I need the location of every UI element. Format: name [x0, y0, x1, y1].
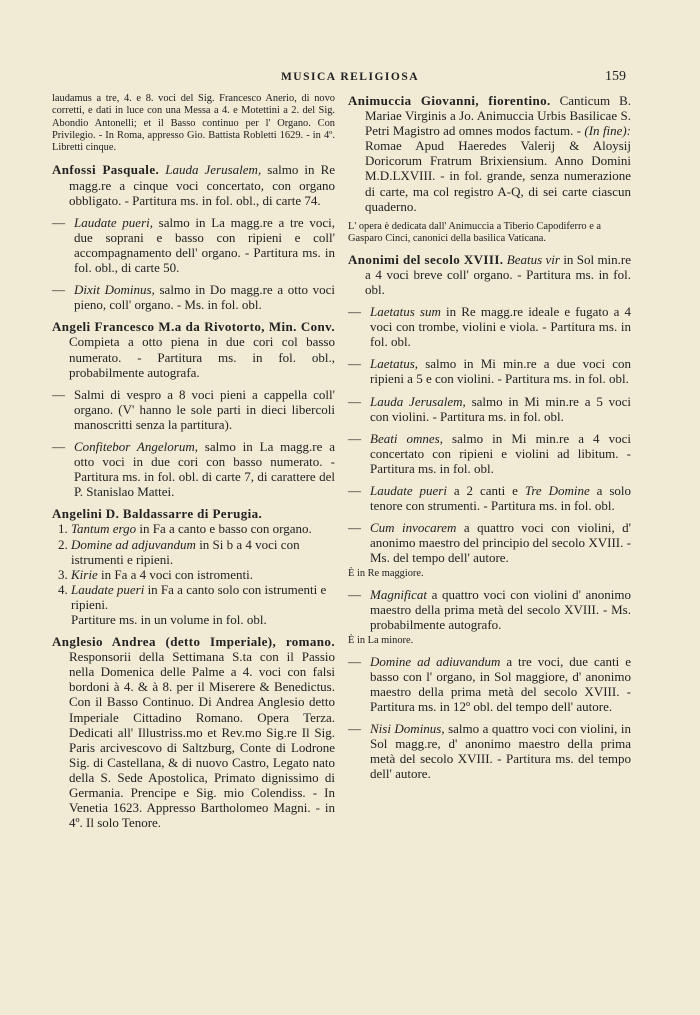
entry-text: in Si b a 4 voci con istrumenti e ripieni.	[71, 536, 300, 567]
work-title: Laudate pueri,	[74, 214, 153, 230]
list-item	[71, 567, 335, 582]
running-title: MUSICA RELIGIOSA	[280, 71, 420, 83]
entry-text: a 2 canti e	[453, 482, 518, 498]
left-column	[52, 93, 335, 837]
composer-name: Anonimi del secolo XVIII.	[348, 251, 504, 267]
right-column	[348, 93, 631, 788]
key-note: È in Re maggiore.	[348, 568, 424, 580]
entry-text: a quattro voci con violini d' anonimo maestro della prima metà del secolo XVIII. - Ms. probabilmente autografo.	[370, 586, 631, 633]
entry-salmi-di-vespro: — Salmi di vespro a 8 voci pieni a cappella coll' organo. (V' hanno le sole parti in dieci libercoli manoscritti senza la partitura).	[52, 386, 335, 432]
page-number: 159	[605, 69, 626, 84]
entry-laetatus-sum: — Laetatus sum in Re magg.re ideale e fugato a 4 voci con trombe, violini e viola. - Partitura ms. in fol. obl.	[348, 304, 632, 350]
entry-anonimi	[348, 252, 631, 297]
entry-text: salmo in Do magg.re a otto voci pieno, coll' organo. - Ms. in fol. obl.	[74, 282, 335, 313]
list-item	[71, 521, 335, 536]
entry-text: in Fa a canto e basso con organo.	[139, 521, 312, 537]
entry-text: salmo in Re magg.re a cinque voci concertato, con organo obbligato. - Partitura ms. in fol. obl., di carte 74.	[69, 162, 336, 208]
work-title: Tre Domine	[524, 482, 590, 498]
entry-text: salmo in Mi min.re a 5 voci con violini. - Partitura ms. in fol. obl.	[370, 393, 632, 424]
work-title: Dixit Dominus,	[74, 282, 155, 298]
entry-text: a tre voci, due canti e basso con l' organo, in Sol maggiore, d' anonimo maestro della prima metà del secolo XVIII. - Partitura ms. in 12º obl. del tempo dell' autore.	[370, 653, 632, 714]
work-title: Beatus vir	[506, 251, 560, 267]
entry-text: Canticum B. Mariae Virginis a Jo. Animuccia Urbis Basilicae S. Petri Magistro ad omnes modos factum. -	[365, 93, 631, 139]
work-title: Nisi Dominus,	[370, 721, 445, 737]
entry-angelini	[52, 506, 335, 521]
composer-name: Anfossi Pasquale.	[52, 162, 160, 178]
entry-text: Romae Apud Haeredes Valerij & Aloysij Doricorum Fratrum Brixiensium. Anno Domini M.D.LXVIII. - in fol. grande, senza numerazione di carte, ma col registro A-Q, di sei carte ciascun quaderno.	[365, 138, 631, 214]
entry-text: in Fa a canto solo con istrumenti e ripieni.	[71, 581, 327, 612]
composer-name: Anglesio Andrea (detto Imperiale), romano.	[52, 634, 335, 650]
work-title: Laetatus,	[370, 356, 419, 372]
work-title: Laudate pueri	[370, 482, 447, 498]
entry-text: Salmi di vespro a 8 voci pieni a cappella coll' organo. (V' hanno le sole parti in dieci libercoli manoscritti senza la partitura).	[74, 386, 335, 432]
entry-laudate-pueri-right: — Laudate pueri a 2 canti e Tre Domine a solo tenore con strumenti. - Partitura ms. in fol. obl.	[348, 482, 632, 514]
entry-laetatus: — Laetatus, salmo in Mi min.re a due voci con ripieni a 5 e con violini. - Partitura ms. in fol. obl.	[348, 356, 631, 387]
entry-text: salmo a quattro voci con violini, in Sol magg.re, d' anonimo maestro della prima metà del secolo XVIII. - Partitura ms. del tempo dell' autore.	[370, 721, 632, 782]
angelini-partiture: Partiture ms. in un volume in fol. obl.	[71, 612, 267, 628]
work-title: Tantum ergo	[71, 521, 137, 537]
entry-anglesio	[52, 634, 335, 830]
entry-animuccia	[348, 93, 631, 214]
entry-angeli	[52, 319, 335, 379]
entry-nisi-dominus: — Nisi Dominus, salmo a quattro voci con violini, in Sol magg.re, d' anonimo maestro della prima metà del secolo XVIII. - Partitura ms. del tempo dell' autore.	[348, 721, 632, 782]
entry-confitebor: — Confitebor Angelorum, salmo in La magg.re a otto voci in due cori con basso numerato. - Partitura ms. in fol. obl. di carte 7, di carattere del P. Stanislao Mattei.	[52, 438, 335, 500]
page-header	[0, 71, 700, 87]
key-note: È in La minore.	[348, 635, 414, 647]
top-note: laudamus a tre, 4. e 8. voci del Sig. Francesco Anerio, di novo corretti, e dati in luce con una Messa a 4. e Motettini a 2. del Sig. Abondio Antonelli; et il Basso continuo per l' Organo. Con Privilegio. - In Roma, appresso Gio. Battista Robletti 1629. - in 4º. Libretti cinque.	[52, 93, 335, 154]
entry-laudate-pueri: — Laudate pueri, salmo in La magg.re a tre voci, due soprani e basso con ripieni e coll' accompagnamento dell' organo. - Partitura ms. in fol. obl., di carte 50.	[52, 214, 335, 276]
work-title: Lauda Jerusalem,	[165, 162, 262, 178]
work-title: Cum invocarem	[370, 520, 457, 536]
entry-text: in Re magg.re ideale e fugato a 4 voci con trombe, violini e viola. - Partitura ms. in fol. obl.	[370, 304, 632, 350]
work-title: Confitebor Angelorum,	[74, 438, 198, 454]
list-item	[71, 537, 335, 567]
entry-text: salmo in Mi min.re a 4 voci concertato con ripieni e violini ad libitum. - Partitura ms. in fol. obl.	[370, 430, 632, 476]
entry-cum-invocarem: — Cum invocarem a quattro voci con violini, d' anonimo maestro del principio del secolo XVIII. - Ms. del tempo dell' autore.	[348, 520, 631, 566]
composer-name: Angelini D. Baldassarre di Perugia.	[52, 506, 263, 522]
entry-text: Compieta a otto piena in due cori col basso numerato. - Partitura ms. in fol. obl., probabilmente autografa.	[69, 334, 335, 380]
entry-lauda-jerusalem: — Lauda Jerusalem, salmo in Mi min.re a 5 voci con violini. - Partitura ms. in fol. obl.	[348, 393, 632, 424]
entry-anfossi	[52, 162, 335, 207]
entry-text: in Fa a 4 voci con istromenti.	[100, 566, 253, 582]
entry-beati-omnes: — Beati omnes, salmo in Mi min.re a 4 voci concertato con ripieni e violini ad libitum. - Partitura ms. in fol. obl.	[348, 430, 632, 476]
entry-text: Responsorii della Settimana S.ta con il Passio nella Domenica delle Palme a 4. voci con falsi bordoni à 4. & à 8. per il Miserere & Benedictus. Con il Basso Continuo. Di Andrea Anglesio detto Imperiale Cittadino Romano. Opera Terza. Dedicati all' Illustriss.mo et Rev.mo Sig.re Il Sig. Paris arcivescovo di Saltzburg, Conte di Lodrone Sig. di Castellana, & di nuovo Castro, Legato nato della S. Sede Apostolica, Primato dignissimo di Germania. Prencipe e Sig. mio Colendiss. - In Venetia 1623. Appresso Bartholomeo Magni. - in 4º. Il solo Tenore.	[69, 649, 335, 831]
entry-text: a quattro voci con violini, d' anonimo maestro del principio del secolo XVIII. - Ms. del tempo dell' autore.	[370, 520, 631, 566]
entry-text: salmo in Mi min.re a due voci con ripieni a 5 e con violini. - Partitura ms. in fol. obl.	[370, 356, 631, 387]
work-title: Laudate pueri	[71, 581, 145, 597]
entry-text: salmo in La magg.re a otto voci in due cori con basso numerato. - Partitura ms. in fol. obl. di carte 7, di carattere del P. Stanislao Mattei.	[74, 438, 335, 500]
angelini-works-list	[52, 521, 335, 612]
composer-name: Angeli Francesco M.a da Rivotorto, Min. Conv.	[52, 319, 335, 335]
list-item	[71, 582, 335, 612]
entry-text: in Sol min.re a 4 voci breve coll' organo. - Partitura ms. in fol. obl.	[365, 251, 632, 297]
composer-name: Animuccia Giovanni, fiorentino.	[348, 93, 551, 108]
work-title: Domine ad adiuvandum	[370, 653, 501, 669]
entry-domine-ad-adiuvandum: — Domine ad adiuvandum a tre voci, due canti e basso con l' organo, in Sol maggiore, d' anonimo maestro della prima metà del secolo XVIII. - Partitura ms. in 12º obl. del tempo dell' autore.	[348, 653, 632, 714]
in-fine-label: (In fine):	[584, 123, 631, 139]
animuccia-note: L' opera è dedicata dall' Animuccia a Tiberio Capodiferro e a Gasparo Cinci, canonici della basilica Vaticana.	[348, 220, 602, 245]
work-title: Magnificat	[370, 586, 428, 602]
entry-text: a solo tenore con strumenti. - Partitura ms. in fol. obl.	[370, 482, 632, 514]
entry-dixit-dominus: — Dixit Dominus, salmo in Do magg.re a otto voci pieno, coll' organo. - Ms. in fol. obl.	[52, 282, 335, 313]
work-title: Domine ad adjuvandum	[71, 536, 196, 552]
work-title: Kirie	[71, 566, 98, 582]
entry-text: salmo in La magg.re a tre voci, due soprani e basso con ripieni e coll' accompagnamento dell' organo. - Partitura ms. in fol. obl., di carte 50.	[74, 214, 335, 276]
work-title: Laetatus sum	[370, 304, 441, 320]
entry-magnificat: — Magnificat a quattro voci con violini d' anonimo maestro della prima metà del secolo XVIII. - Ms. probabilmente autografo.	[348, 586, 631, 633]
work-title: Beati omnes,	[370, 430, 443, 446]
work-title: Lauda Jerusalem,	[370, 393, 466, 409]
